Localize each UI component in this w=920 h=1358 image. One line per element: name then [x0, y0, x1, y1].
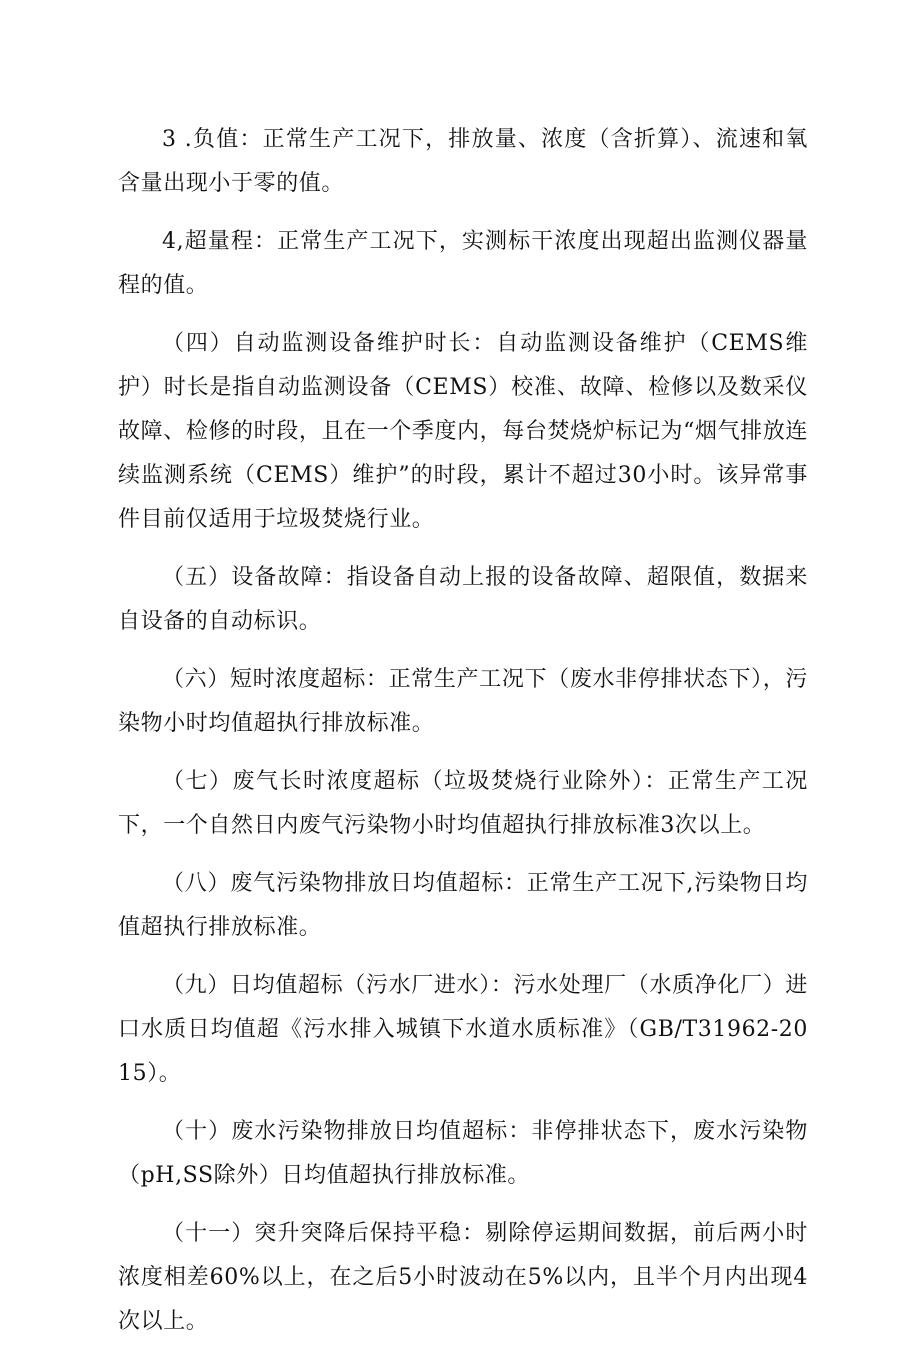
- paragraph-sewage-inlet-exceed: （九）日均值超标（污水厂进水）：污水处理厂（水质净化厂）进口水质日均值超《污水排入城镇下水道水质标准》（GB/T31962-2015）。: [118, 973, 808, 1086]
- paragraph-negative-value: 3 .负值：正常生产工况下，排放量、浓度（含折算）、流速和氧含量出现小于零的值。: [118, 127, 808, 196]
- paragraph-short-term-exceed: （六）短时浓度超标：正常生产工况下（废水非停排状态下），污染物小时均值超执行排放标准。: [118, 667, 808, 736]
- paragraph-gas-daily-exceed: （八）废气污染物排放日均值超标：正常生产工况下,污染物日均值超执行排放标准。: [118, 871, 808, 940]
- paragraph-over-range: 4,超量程：正常生产工况下，实测标干浓度出现超出监测仪器量程的值。: [118, 229, 808, 298]
- paragraph-water-daily-exceed: （十）废水污染物排放日均值超标：非停排状态下，废水污染物（pH,SS除外）日均值超执行排放标准。: [118, 1119, 808, 1188]
- document-body: [118, 118, 808, 1358]
- paragraph-sudden-change: （十一）突升突降后保持平稳：剔除停运期间数据，前后两小时浓度相差60%以上，在之后5小时波动在5%以内，且半个月内出现4次以上。: [118, 1221, 808, 1334]
- paragraph-long-term-exceed: （七）废气长时浓度超标（垃圾焚烧行业除外）：正常生产工况下，一个自然日内废气污染物小时均值超执行排放标准3次以上。: [118, 769, 808, 838]
- paragraph-cems-maintenance: （四）自动监测设备维护时长：自动监测设备维护（CEMS维护）时长是指自动监测设备（CEMS）校准、故障、检修以及数采仪故障、检修的时段，且在一个季度内，每台焚烧炉标记为“烟气排放连续监测系统（CEMS）维护”的时段，累计不超过30小时。该异常事件目前仅适用于垃圾焚烧行业。: [118, 331, 808, 532]
- paragraph-equipment-fault: （五）设备故障：指设备自动上报的设备故障、超限值，数据来自设备的自动标识。: [118, 565, 808, 634]
